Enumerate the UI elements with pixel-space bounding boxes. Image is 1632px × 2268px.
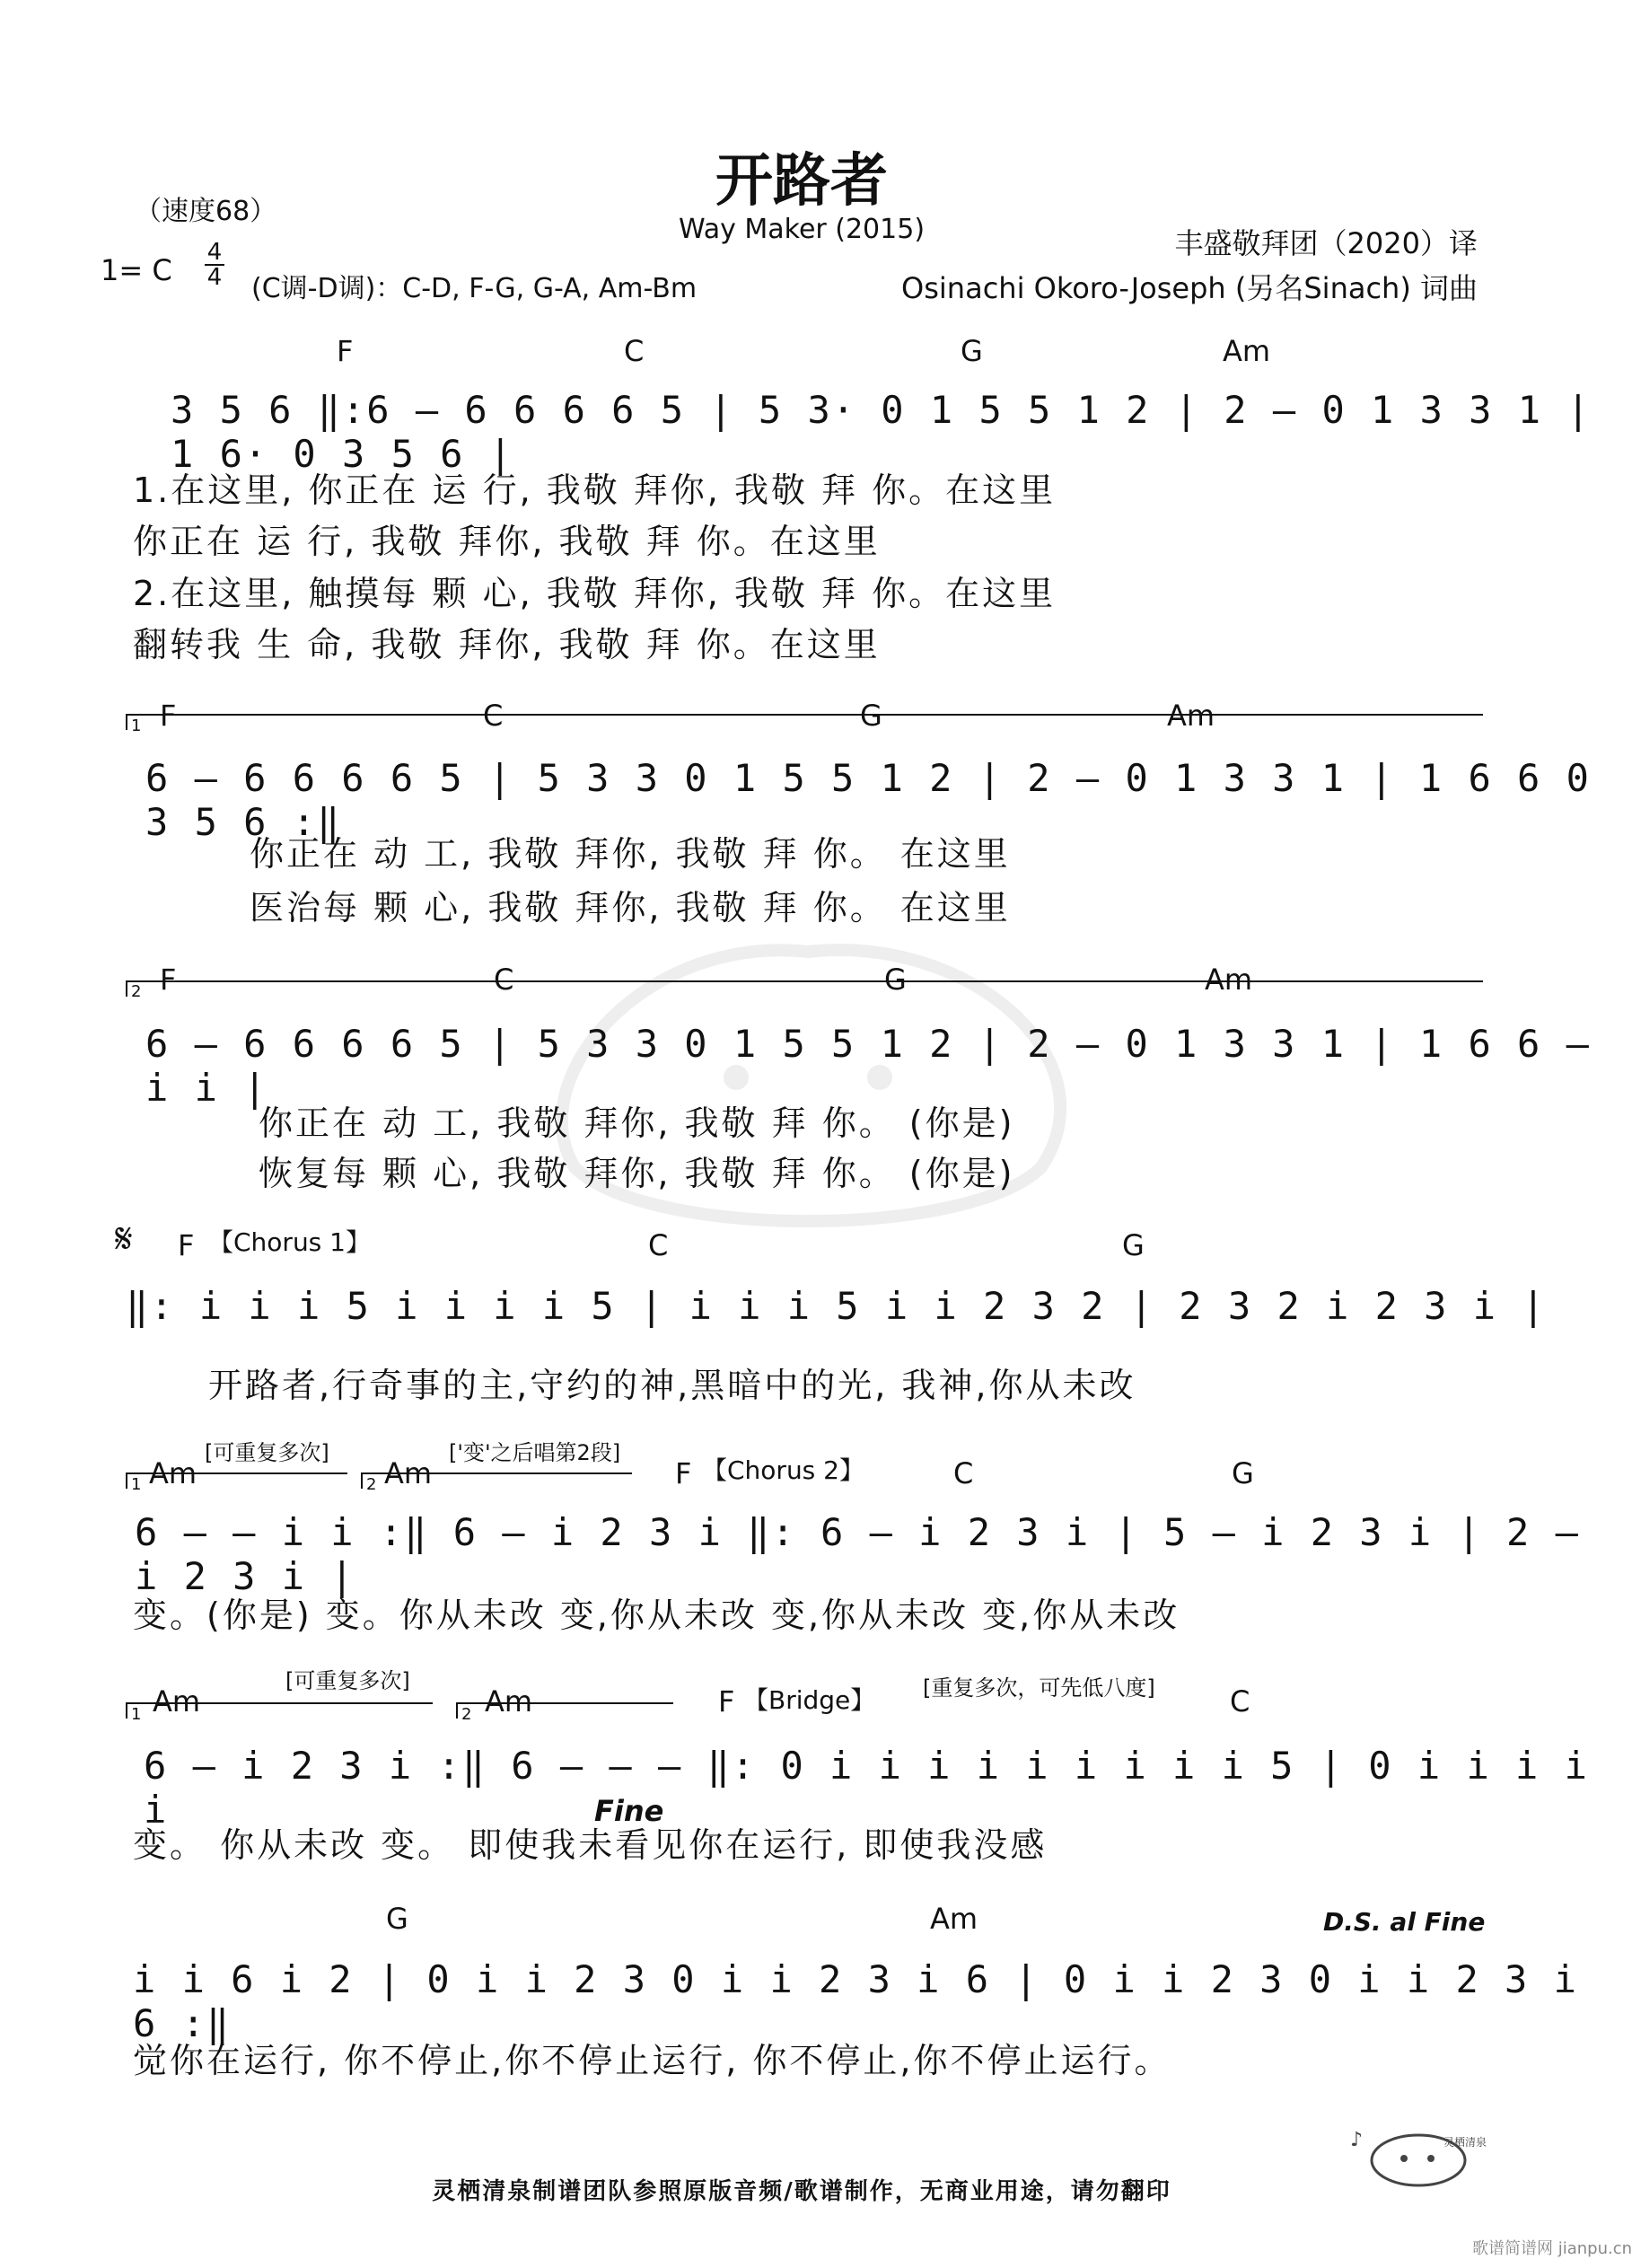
performance-note: ['变'之后唱第2段] xyxy=(449,1440,621,1465)
chord-label: C xyxy=(1230,1684,1250,1719)
time-signature: 4 4 xyxy=(205,241,224,289)
chord-label: F xyxy=(337,334,354,368)
lyric-line: 翻转我 生 命, 我敬 拜你, 我敬 拜 你。在这里 xyxy=(133,625,881,664)
chord-label: Am xyxy=(384,1456,433,1490)
section-label-chorus1: 【Chorus 1】 xyxy=(208,1227,371,1257)
footer-credit: 灵栖清泉制谱团队参照原版音频/歌谱制作，无商业用途，请勿翻印 xyxy=(432,2178,1171,2205)
publisher-logo xyxy=(1347,2119,1487,2191)
volta-number: 2 xyxy=(366,1475,377,1494)
translator-credit: 丰盛敬拜团（2020）译 xyxy=(1174,226,1478,260)
segno-sign: 𝄋 xyxy=(115,1214,133,1262)
lyric-line: 觉你在运行, 你不停止,你不停止运行, 你不停止,你不停止运行。 xyxy=(133,2041,1171,2080)
chord-label: G xyxy=(1122,1228,1145,1262)
svg-text:♪: ♪ xyxy=(1350,2129,1364,2151)
key-change-info: (C调-D调)：C-D, F-G, G-A, Am-Bm xyxy=(251,273,698,304)
tempo-marking: （速度68） xyxy=(135,196,277,227)
chord-label: Am xyxy=(153,1684,201,1719)
chord-label: Am xyxy=(1167,699,1215,733)
lyric-line: 恢复每 颗 心, 我敬 拜你, 我敬 拜 你。 (你是) xyxy=(259,1154,1015,1193)
logo-text: 灵栖清泉 xyxy=(1443,2136,1487,2149)
notation-line: 6 – – i i :‖ 6 – i 2 3 i ‖: 6 – i 2 3 i | 5 – i 2 3 i | 2 – i 2 3 i | xyxy=(135,1510,1580,1598)
chord-label: G xyxy=(860,699,882,733)
chord-label: G xyxy=(386,1902,408,1936)
volta-number: 1 xyxy=(131,716,142,735)
fine-marking: Fine xyxy=(594,1794,664,1828)
volta-number: 1 xyxy=(131,1705,142,1724)
notation-line: 6 – i 2 3 i :‖ 6 – – – ‖: 0 i i i i i i i i i 5 | 0 i i i i i xyxy=(144,1744,1589,1832)
chord-label: Am xyxy=(930,1902,978,1936)
notation-line: i i 6 i 2 | 0 i i 2 3 0 i i 2 3 i 6 | 0 i i 2 3 0 i i 2 3 i 6 :‖ xyxy=(133,1957,1578,2045)
lyric-line: 开路者,行奇事的主,守约的神,黑暗中的光, 我神,你从未改 xyxy=(208,1366,1136,1405)
chord-label: F xyxy=(675,1456,692,1490)
ds-al-fine-marking: D.S. al Fine xyxy=(1323,1907,1486,1937)
volta-number: 2 xyxy=(461,1705,472,1724)
volta-number: 1 xyxy=(131,1475,142,1494)
lyric-line: 你正在 动 工, 我敬 拜你, 我敬 拜 你。 在这里 xyxy=(250,834,1011,874)
volta-number: 2 xyxy=(131,982,142,1001)
lyric-line: 医治每 颗 心, 我敬 拜你, 我敬 拜 你。 在这里 xyxy=(250,888,1011,927)
composer-credit: Osinachi Okoro-Joseph (另名Sinach) 词曲 xyxy=(901,271,1478,305)
lyric-line: 1.在这里, 你正在 运 行, 我敬 拜你, 我敬 拜 你。在这里 xyxy=(133,470,1057,510)
chord-label: Am xyxy=(149,1456,197,1490)
song-subtitle: Way Maker (2015) xyxy=(678,214,926,245)
performance-note: [可重复多次] xyxy=(205,1440,329,1465)
lyric-line: 2.在这里, 触摸每 颗 心, 我敬 拜你, 我敬 拜 你。在这里 xyxy=(133,574,1057,613)
chord-label: C xyxy=(648,1228,669,1262)
song-title: 开路者 xyxy=(715,148,888,215)
performance-note: [可重复多次] xyxy=(285,1668,410,1693)
chord-label: F xyxy=(178,1228,195,1262)
chord-label: F xyxy=(718,1684,735,1719)
lyric-line: 变。 你从未改 变。 即使我未看见你在运行, 即使我没感 xyxy=(133,1825,1048,1865)
section-label-chorus2: 【Chorus 2】 xyxy=(702,1455,864,1485)
volta-bracket xyxy=(126,714,1483,730)
notation-line: 6 – 6 6 6 6 5 | 5 3 3 0 1 5 5 1 2 | 2 – 0 1 3 3 1 | 1 6 6 0 3 5 6 :‖ xyxy=(145,756,1591,844)
key-signature: 1= C xyxy=(101,253,172,287)
lyric-line: 变。(你是) 变。你从未改 变,你从未改 变,你从未改 变,你从未改 xyxy=(133,1596,1180,1635)
chord-label: C xyxy=(953,1456,974,1490)
chord-label: C xyxy=(494,963,514,997)
chord-label: F xyxy=(160,963,177,997)
chord-label: G xyxy=(884,963,907,997)
chord-label: C xyxy=(624,334,645,368)
notation-line: 3 5 6 ‖:6 – 6 6 6 6 5 | 5 3· 0 1 5 5 1 2 | 2 – 0 1 3 3 1 | 1 6· 0 3 5 6 | xyxy=(171,388,1592,476)
performance-note: [重复多次，可先低八度] xyxy=(923,1675,1155,1701)
chord-label: Am xyxy=(1223,334,1271,368)
notation-line: 6 – 6 6 6 6 5 | 5 3 3 0 1 5 5 1 2 | 2 – 0 1 3 3 1 | 1 6 6 – i i | xyxy=(145,1022,1591,1110)
notation-line: ‖: i i i 5 i i i i 5 | i i i 5 i i 2 3 2 | 2 3 2 i 2 3 i | xyxy=(126,1284,1547,1328)
chord-label: Am xyxy=(1205,963,1253,997)
site-watermark: 歌谱简谱网 jianpu.cn xyxy=(1472,2239,1632,2258)
lyric-line: 你正在 运 行, 我敬 拜你, 我敬 拜 你。在这里 xyxy=(133,522,881,561)
chord-label: C xyxy=(483,699,504,733)
volta-bracket xyxy=(126,980,1483,997)
section-label-bridge: 【Bridge】 xyxy=(743,1685,876,1715)
lyric-line: 你正在 动 工, 我敬 拜你, 我敬 拜 你。 (你是) xyxy=(259,1103,1015,1143)
chord-label: Am xyxy=(485,1684,533,1719)
chord-label: F xyxy=(160,699,177,733)
chord-label: G xyxy=(961,334,983,368)
chord-label: G xyxy=(1232,1456,1254,1490)
